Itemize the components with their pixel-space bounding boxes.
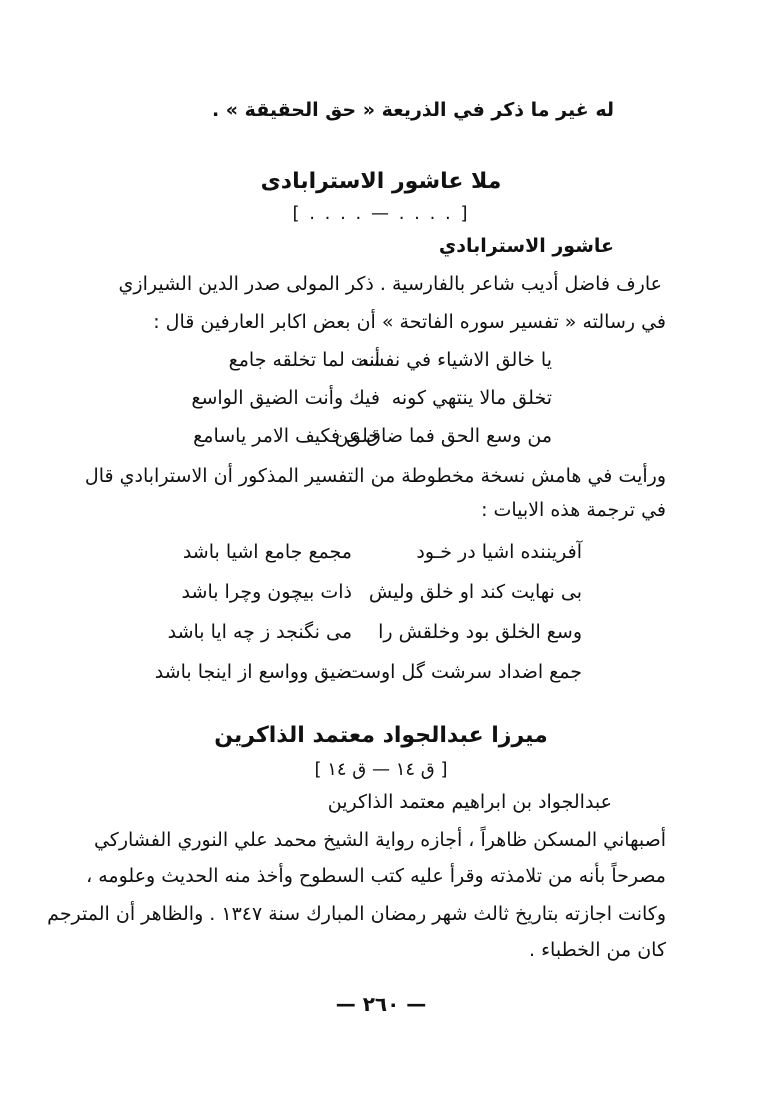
continuation-line: له غير ما ذكر في الذريعة « حق الحقيقة » . <box>211 99 614 121</box>
persian-verse-second-hemistich: ضيق وواسع از اينجا باشد <box>154 661 352 683</box>
paragraph-line: أصبهاني المسكن ظاهراً ، أجازه رواية الشيخ محمد علي النوري الفشاركي <box>93 829 666 851</box>
paragraph-line: كان من الخطباء . <box>529 939 666 961</box>
entry-name: عاشور الاسترابادي <box>438 235 614 257</box>
section-title: ملا عاشور الاسترابادى <box>260 169 502 194</box>
persian-verse-second-hemistich: مى نگنجد ز چه ايا باشد <box>167 621 352 643</box>
paragraph-line: وكانت اجازته بتاريخ ثالث شهر رمضان المبارك سنة ١٣٤٧ . والظاهر أن المترجم <box>47 903 666 925</box>
persian-verse-first-hemistich: آفريننده اشيا در خـود <box>416 541 582 563</box>
persian-verse-first-hemistich: جمع اضداد سرشت گل اوست <box>346 661 582 683</box>
entry-name: عبدالجواد بن ابراهيم معتمد الذاكرين <box>327 791 612 813</box>
paragraph-line: مصرحاً بأنه من تلامذته وقرأ عليه كتب السطوح وأخذ منه الحديث وعلومه ، <box>86 865 666 887</box>
verse-second-hemistich: أنت لما تخلقه جامع <box>228 349 380 371</box>
verse-first-hemistich: من وسع الحق فما ضاق عن <box>334 425 552 447</box>
verse-second-hemistich: فيك وأنت الضيق الواسع <box>191 387 380 409</box>
paragraph-line: في رسالته « تفسير سوره الفاتحة » أن بعض اكابر العارفين قال : <box>153 311 666 333</box>
persian-verse-first-hemistich: بی نهایت کند او خلق ولیش <box>368 581 582 603</box>
verse-second-hemistich: خلق فكيف الامر ياسامع <box>193 425 380 447</box>
paragraph-line: ورأيت في هامش نسخة مخطوطة من التفسير المذكور أن الاسترابادي قال <box>84 465 666 487</box>
page-number: — ٢٦٠ — <box>335 992 427 1016</box>
paragraph-line: في ترجمة هذه الابيات : <box>481 499 666 521</box>
verse-first-hemistich: يا خالق الاشياء في نفسه <box>358 349 552 371</box>
persian-verse-second-hemistich: مجمع جامع اشيا باشد <box>182 541 352 563</box>
persian-verse-first-hemistich: وسع الخلق بود وخلقش را <box>378 621 582 643</box>
section-title: ميرزا عبدالجواد معتمد الذاكرين <box>214 723 548 748</box>
persian-verse-second-hemistich: ذات بيچون وچرا باشد <box>181 581 352 603</box>
section-dates: [ . . . . — . . . . ] <box>292 203 470 224</box>
verse-first-hemistich: تخلق مالا ينتهي كونه <box>391 387 552 409</box>
section-dates: [ ق ١٤ — ق ١٤ ] <box>314 759 448 780</box>
paragraph-line: عارف فاضل أديب شاعر بالفارسية . ذكر المولى صدر الدين الشيرازي <box>118 273 662 295</box>
